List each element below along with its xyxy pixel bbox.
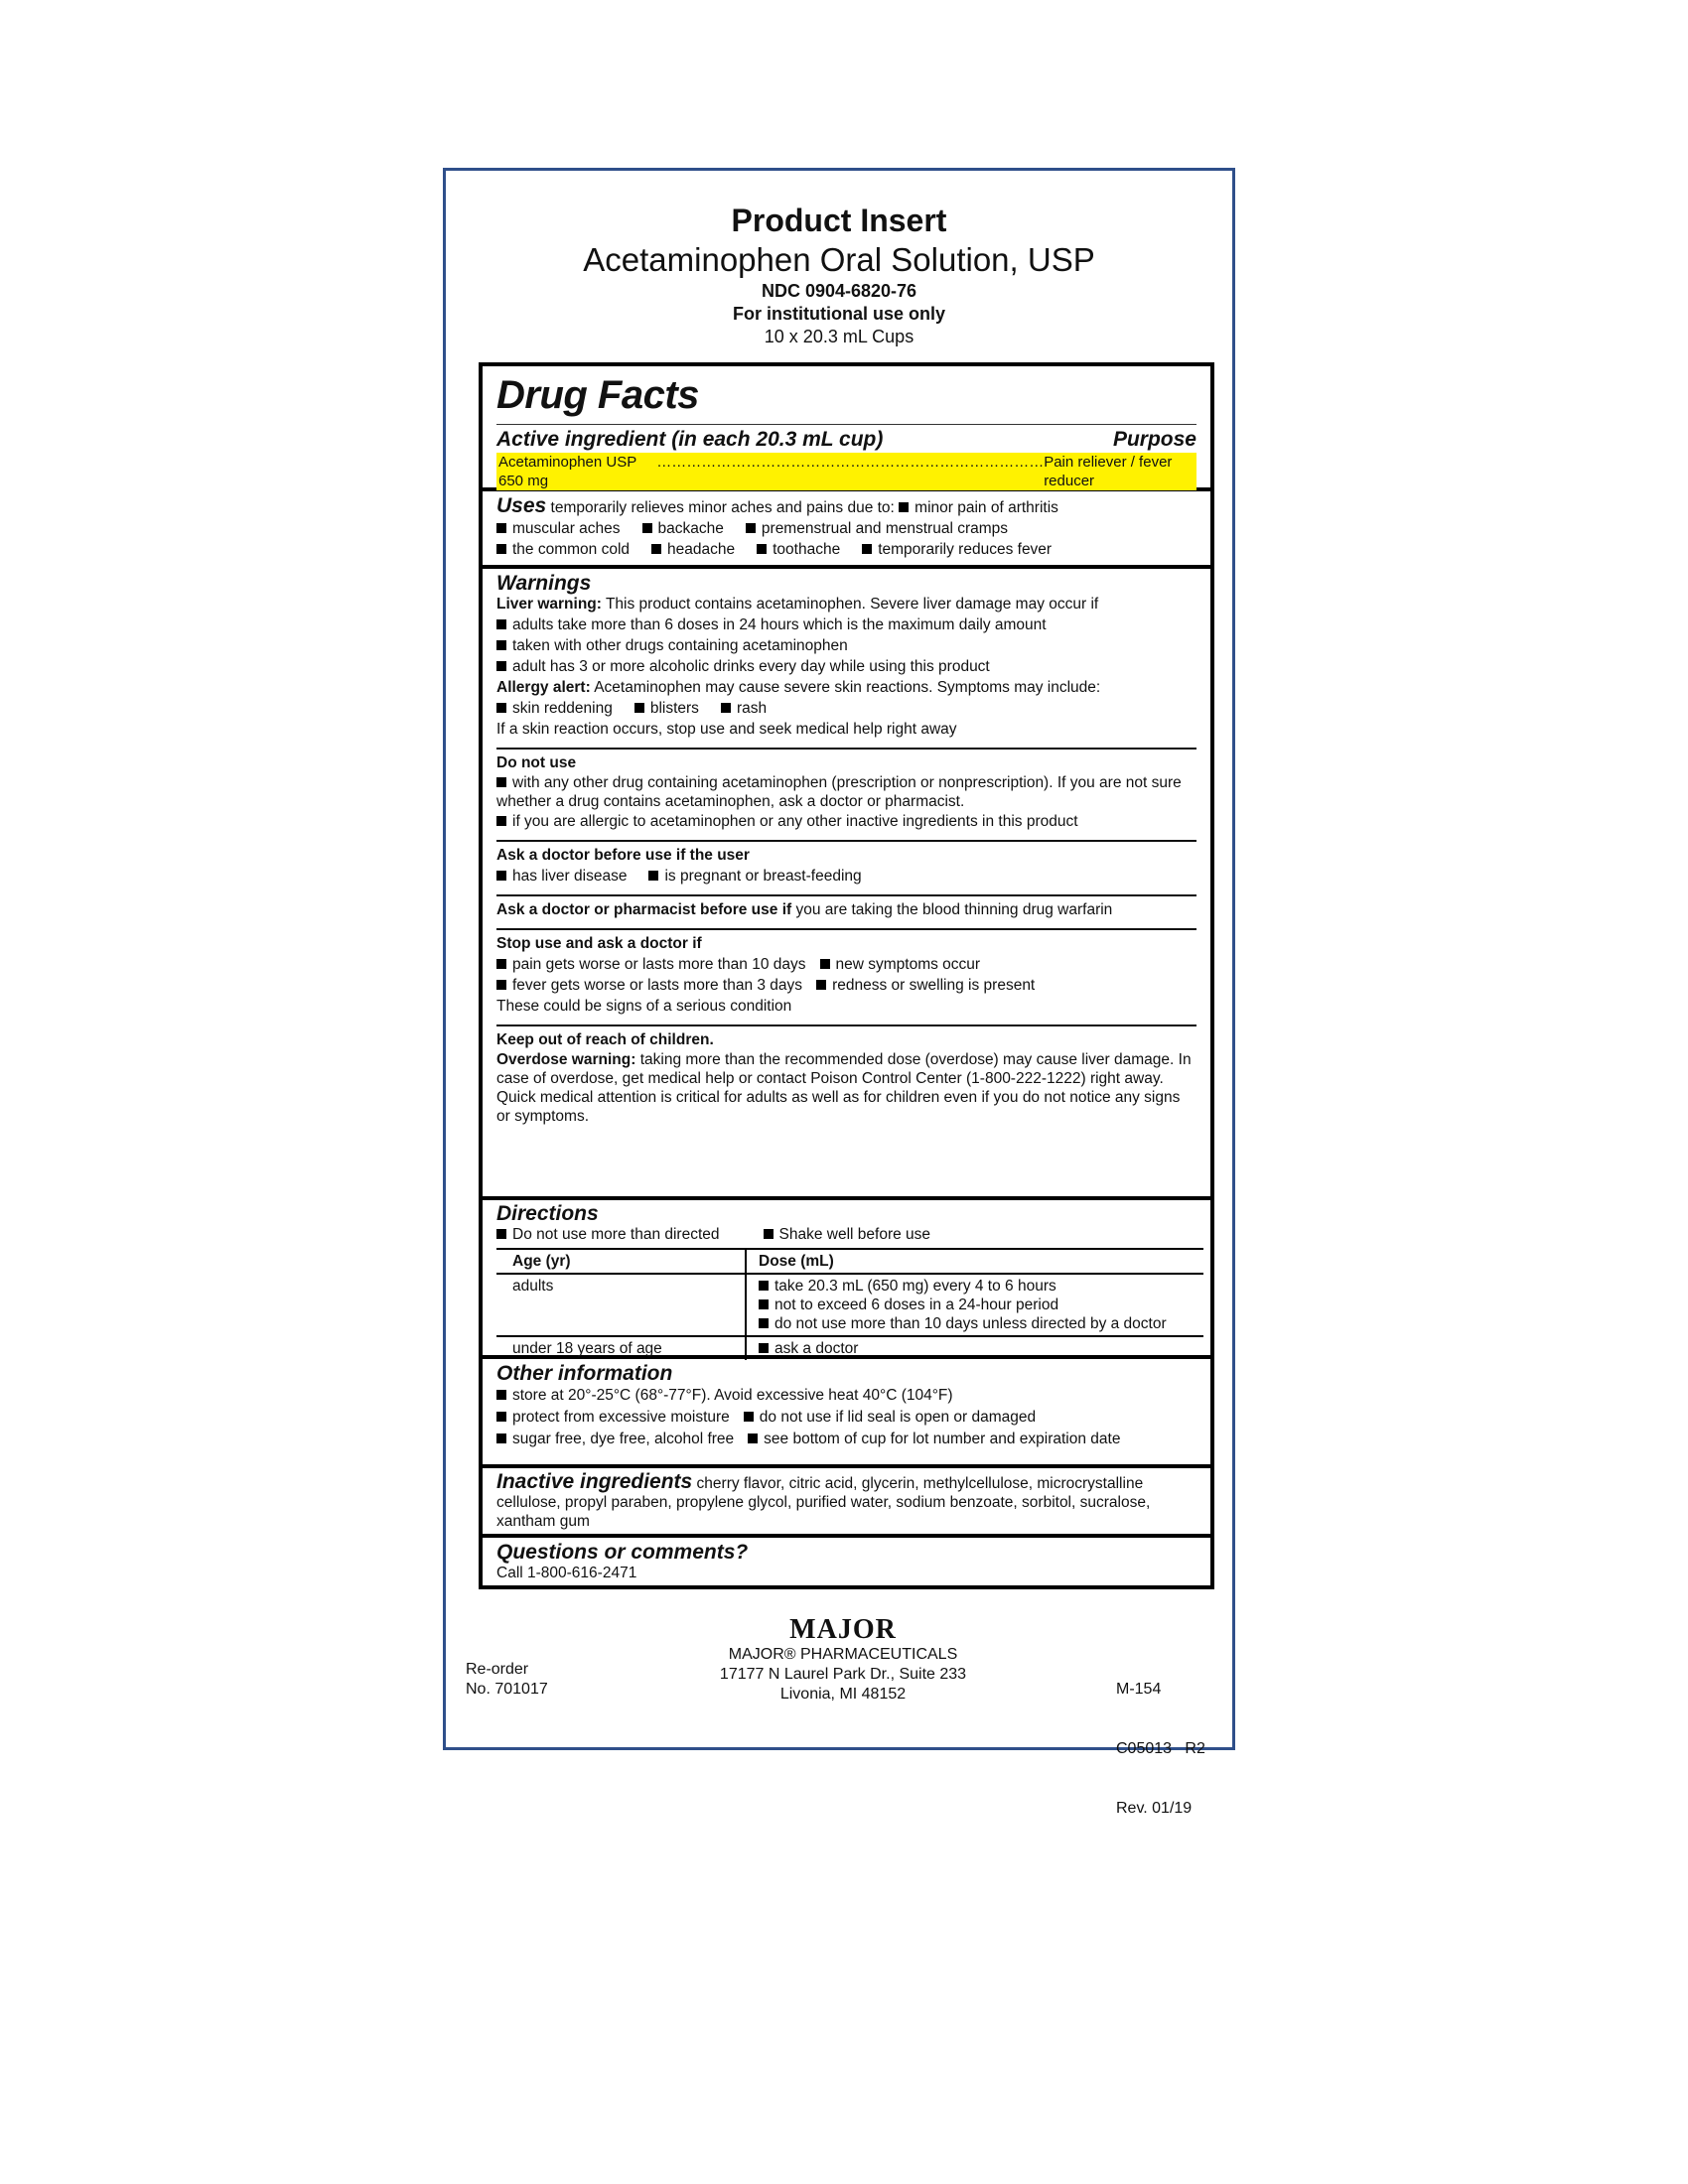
other-info-item: store at 20°-25°C (68°-77°F). Avoid excessive heat 40°C (104°F) [512,1387,953,1404]
bullet-icon [648,871,658,881]
reorder-label: Re-order [466,1661,529,1678]
bullet-icon [759,1318,769,1328]
bullet-icon [496,816,506,826]
bullet-icon [496,1433,506,1443]
other-information-section [483,1359,1210,1468]
age-column-header: Age (yr) [496,1249,746,1274]
bullet-icon [721,703,731,713]
questions-section [483,1538,1210,1593]
bullet-icon [899,502,909,512]
company-name: MAJOR® PHARMACEUTICALS [728,1646,958,1663]
table-header-row [496,1249,1203,1274]
ask-pharmacist-heading: Ask a doctor or pharmacist before use if [496,901,792,918]
bullet-icon [764,1229,774,1239]
bullet-icon [496,619,506,629]
purpose: Pain reliever / fever reducer [1044,454,1173,489]
dose-item: ask a doctor [774,1340,859,1357]
product-insert-card [443,168,1235,1817]
dose-item: not to exceed 6 doses in a 24-hour period [774,1297,1059,1313]
bullet-icon [651,544,661,554]
other-information-heading: Other information [496,1362,673,1385]
warnings-heading: Warnings [496,572,592,595]
overdose-warning-text: taking more than the recommended dose (overdose) may cause liver damage. In case of overdose, get medical help or contact Poison Control Center (1-800-222-1222) right away. Quick medical attention is critical for adults as well as for children even if you do not notice any signs or symptoms. [496,1051,1192,1125]
liver-warning-text: This product contains acetaminophen. Severe liver damage may occur if [605,596,1099,613]
bullet-icon [862,544,872,554]
liver-item: taken with other drugs containing acetaminophen [512,637,848,654]
age-cell: adults [496,1274,746,1336]
directions-heading: Directions [496,1202,599,1225]
use-item: toothache [773,541,841,558]
allergy-alert-text: Acetaminophen may cause severe skin reactions. Symptoms may include: [594,679,1101,696]
inactive-ingredients-heading: Inactive ingredients [496,1470,693,1493]
liver-item: adult has 3 or more alcoholic drinks every day while using this product [512,658,990,675]
bullet-icon [496,959,506,969]
revision: Rev. 01/19 [1116,1800,1193,1817]
bullet-icon [496,777,506,787]
dose-column-header: Dose (mL) [746,1249,1203,1274]
bullet-icon [746,523,756,533]
bullet-icon [759,1343,769,1353]
bullet-icon [496,1412,506,1422]
allergy-note: If a skin reaction occurs, stop use and seek medical help right away [496,721,957,738]
drug-facts-title: Drug Facts [496,373,699,417]
major-logo: MAJOR [789,1614,897,1645]
product-name: Acetaminophen Oral Solution, USP [583,241,1095,278]
drug-facts-panel [479,362,1214,1589]
reorder-number: No. 701017 [466,1681,548,1698]
ask-doctor-item: has liver disease [512,868,628,885]
stop-use-item: new symptoms occur [835,956,981,973]
do-not-use-item: if you are allergic to acetaminophen or any other inactive ingredients in this product [512,813,1078,830]
other-info-item: protect from excessive moisture [512,1409,730,1426]
bullet-icon [757,544,767,554]
directions-section [483,1200,1210,1359]
item-code: M-154 [1116,1681,1162,1698]
bullet-icon [496,980,506,990]
bullet-icon [759,1281,769,1291]
divider [496,1024,1196,1026]
dosage-table [496,1248,1203,1360]
item-code: C05013 R2 [1116,1740,1205,1757]
directions-item: Shake well before use [778,1226,931,1243]
age-cell: under 18 years of age [496,1336,746,1360]
do-not-use-item: with any other drug containing acetaminophen (prescription or nonprescription). If you are not sure whether a drug contains acetaminophen, ask a doctor or pharmacist. [496,774,1182,810]
bullet-icon [496,871,506,881]
directions-item: Do not use more than directed [512,1226,720,1243]
use-item: the common cold [512,541,631,558]
active-ingredient: Acetaminophen USP 650 mg [498,454,636,489]
warnings-section [483,569,1210,1200]
uses-section [483,491,1210,569]
stop-use-item: redness or swelling is present [832,977,1036,994]
bullet-icon [496,1390,506,1400]
bullet-icon [744,1412,754,1422]
stop-use-note: These could be signs of a serious condition [496,998,792,1015]
bullet-icon [759,1299,769,1309]
ask-pharmacist-text: you are taking the blood thinning drug warfarin [795,901,1113,918]
other-info-item: do not use if lid seal is open or damaged [759,1409,1037,1426]
questions-phone: Call 1-800-616-2471 [496,1565,637,1581]
dose-cell [746,1274,1203,1336]
ndc-number: NDC 0904-6820-76 [761,281,917,301]
bullet-icon [642,523,652,533]
ask-doctor-item: is pregnant or breast-feeding [664,868,862,885]
overdose-warning-label: Overdose warning: [496,1051,636,1068]
purpose-heading: Purpose [1112,428,1196,451]
code-block [1116,1640,1205,1858]
bullet-icon [496,1229,506,1239]
inactive-ingredients-text: cherry flavor, citric acid, glycerin, methylcellulose, microcrystalline cellulose, propyl paraben, propylene glycol, purified water, sodium benzoate, sorbitol, sucralose, xantham gum [496,1475,1151,1530]
use-item: minor pain of arthritis [914,499,1058,516]
address-line: 17177 N Laurel Park Dr., Suite 233 [719,1666,967,1683]
dot-leader: …………………………………………………………………… [656,454,1045,471]
dose-item: take 20.3 mL (650 mg) every 4 to 6 hours [774,1278,1056,1295]
dose-item: do not use more than 10 days unless directed by a doctor [774,1315,1167,1332]
bullet-icon [496,523,506,533]
allergy-alert-label: Allergy alert: [496,679,591,696]
address-line: Livonia, MI 48152 [779,1686,907,1703]
divider [496,894,1196,896]
uses-heading: Uses [496,494,547,517]
table-row [496,1274,1203,1336]
divider [496,840,1196,842]
insert-header [446,201,1232,348]
inactive-ingredients-section [483,1468,1210,1538]
active-ingredient-heading: Active ingredient (in each 20.3 mL cup) [496,428,884,451]
ask-doctor-heading: Ask a doctor before use if the user [496,847,750,864]
bullet-icon [496,544,506,554]
uses-intro: temporarily relieves minor aches and pains due to: [550,499,895,516]
other-info-item: see bottom of cup for lot number and expiration date [764,1431,1121,1447]
active-ingredient-heading-row [496,427,1196,453]
divider [496,748,1196,750]
bullet-icon [496,703,506,713]
bullet-icon [748,1433,758,1443]
bullet-icon [496,661,506,671]
insert-title: Product Insert [731,203,947,238]
divider [496,424,1196,425]
active-ingredient-row [496,453,1196,490]
use-item: premenstrual and menstrual cramps [761,520,1009,537]
drug-facts-header-section [483,366,1210,491]
bullet-icon [820,959,830,969]
other-info-item: sugar free, dye free, alcohol free [512,1431,735,1447]
allergy-item: rash [736,700,768,717]
keep-out-of-reach: Keep out of reach of children. [496,1031,714,1048]
use-item: backache [657,520,724,537]
stop-use-item: pain gets worse or lasts more than 10 days [512,956,806,973]
bullet-icon [496,640,506,650]
reorder-block [466,1660,548,1700]
liver-warning-label: Liver warning: [496,596,602,613]
bullet-icon [816,980,826,990]
allergy-item: blisters [649,700,699,717]
institutional-note: For institutional use only [732,304,945,324]
bullet-icon [634,703,644,713]
stop-use-heading: Stop use and ask a doctor if [496,935,702,952]
divider [496,928,1196,930]
use-item: muscular aches [512,520,621,537]
liver-item: adults take more than 6 doses in 24 hours which is the maximum daily amount [512,616,1047,633]
allergy-item: skin reddening [512,700,613,717]
pack-size: 10 x 20.3 mL Cups [764,327,914,346]
dose-cell [746,1336,1203,1360]
table-row [496,1336,1203,1360]
use-item: temporarily reduces fever [878,541,1053,558]
manufacturer-block [694,1615,992,1705]
do-not-use-heading: Do not use [496,754,577,771]
questions-heading: Questions or comments? [496,1541,749,1564]
stop-use-item: fever gets worse or lasts more than 3 days [512,977,803,994]
use-item: headache [667,541,736,558]
